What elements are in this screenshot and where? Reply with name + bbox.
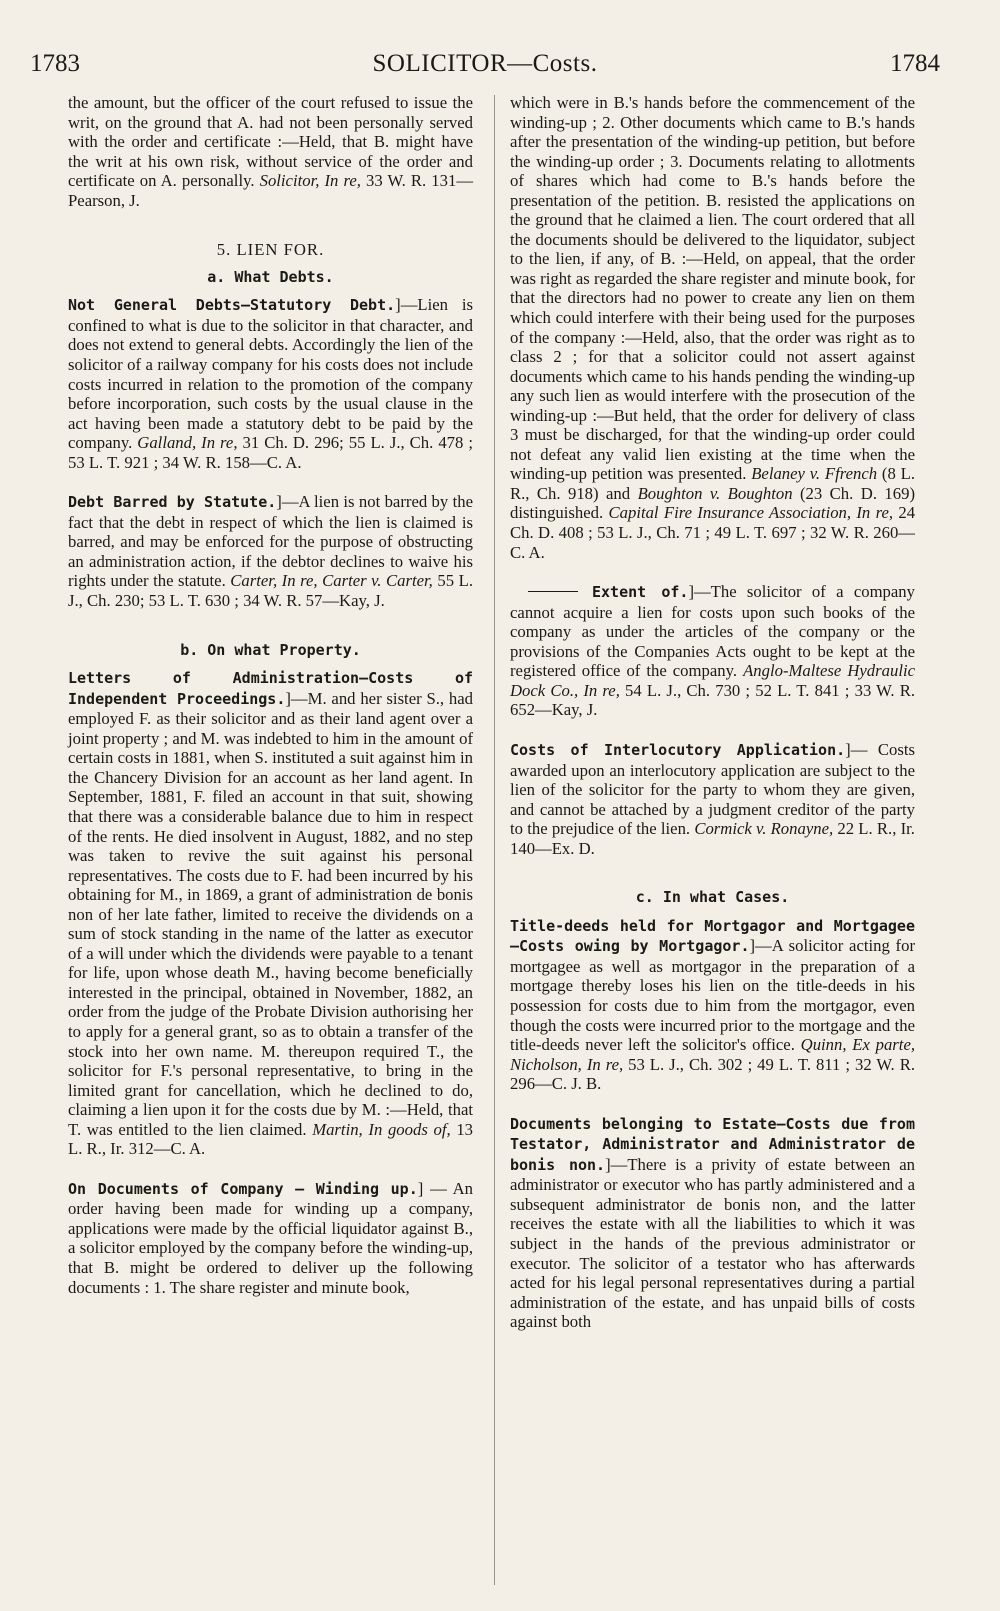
case-citation: Martin, In goods of,	[312, 1119, 451, 1139]
case-citation: Solicitor, In re,	[259, 171, 361, 191]
paragraph-text: which were in B.'s hands before the commencement of the winding-up ; 2. Other documents which came to B.'s hands after the presentation of the winding-up petition, but before the winding-up order ; 3. Documents relating to allotments of shares which had come to B.'s hands before the presentation of the petition. B. resisted the applications on the ground that he claimed a lien. The court ordered that all the documents should be delivered to the liquidator, subject to the lien, if any, of B. :—Held, on appeal, that the order was right as regarded the share register and minute book, for that the directors had no power to create any lien on them which could interfere with their being used for the purposes of the company :—Held, also, that the order was right as to class 2 ; for that a solicitor could not assert against documents which came to his hands pending the winding-up any such lien as would interfere with the prosecution of the winding-up :—But held, that the order for delivery of class 3 must be discharged, for that the winding-up order could not defeat any valid lien existing at the time when the winding-up petition was presented.	[510, 93, 915, 484]
paragraph	[510, 93, 915, 562]
paragraph	[510, 1114, 915, 1332]
paragraph	[68, 668, 473, 1159]
paragraph-text: ] — An order having been made for winding up a company, applications were made by the official liquidator against B., a solicitor employed by the company before the winding-up, that B. might be ordered to deliver up the following documents : 1. The share register and minute book,	[68, 1178, 474, 1297]
paragraph-text: ]—The solicitor of a company cannot acquire a lien for costs upon such books of the company as under the articles of the company or the provisions of the Companies Acts ought to be kept at the registered office of the company.	[510, 582, 915, 681]
paragraph	[510, 916, 915, 1094]
citation-reference: 31 Ch. D. 296; 55 L. J., Ch. 478 ; 53 L. T. 921 ; 34 W. R. 158—C. A.	[68, 433, 474, 472]
running-title: SOLICITOR—Costs.	[372, 50, 598, 77]
right-page-number: 1784	[890, 50, 940, 77]
section-heading: 5. LIEN FOR.	[216, 240, 325, 260]
paragraph-lead: Title-deeds held for Mortgagor and Mortgagee —Costs owing by Mortgagor.	[510, 916, 915, 956]
subsection-heading: a. What Debts.	[207, 267, 334, 286]
subsection-heading: c. In what Cases.	[635, 888, 790, 907]
left-page-number: 1783	[30, 50, 80, 77]
paragraph-text: ]—M. and her sister S., had employed F. as their solicitor and as their land agent over a joint property ; and M. was indebted to him in the amount of certain costs in 1881, when S. instituted a suit against him in the Chancery Division for an account as her land agent. In September, 1881, F. filed an account in that suit, showing that there was a considerable balance due to him in respect of the rents. He died insolvent in August, 1882, and no step was taken to revive the suit against his personal representatives. The costs due to F. had been incurred by his obtaining for M., in 1869, a grant of administration de bonis non of her late father, limited to receive the dividends on a sum of stock standing in the name of the latter as executor of a will under which the dividends were payable to a tenant for life, upon whose death M., having become beneficially interested in the principal, obtained in November, 1882, an order from the judge of the Probate Division authorising her to apply for a general grant, so as to obtain a transfer of the stock into her own name. M. thereupon required T., the solicitor for F.'s personal representative, to bring in the limited grant for cancellation, which he declined to do, claiming a lien upon it for the costs due by M. :—Held, that T. was entitled to the lien claimed.	[68, 688, 473, 1139]
left-column	[68, 93, 473, 1297]
citation-reference: 24 Ch. D. 408 ; 53 L. J., Ch. 71 ; 49 L. T. 697 ; 32 W. R. 260—C. A.	[510, 503, 916, 562]
citation-reference: (8 L. R., Ch. 918) and	[510, 464, 915, 503]
citation-reference: 22 L. R., Ir. 140—Ex. D.	[510, 819, 915, 858]
page-header	[30, 50, 940, 90]
right-column	[510, 93, 915, 1332]
citation-reference: 55 L. J., Ch. 230; 53 L. T. 630 ; 34 W. R. 57—Kay, J.	[68, 571, 473, 611]
paragraph-lead: Debt Barred by Statute.	[68, 493, 277, 512]
paragraph-text: ]— Costs awarded upon an interlocutory application are subject to the lien of the solicitor for the party to whom they are given, and cannot be attached by a judgment creditor of the party to the prejudice of the lien.	[510, 739, 916, 839]
case-citation: Belaney v. Ffrench	[751, 464, 878, 484]
citation-reference: (23 Ch. D. 169) distinguished.	[510, 483, 916, 523]
case-citation: Capital Fire Insurance Association, In re,	[608, 503, 894, 523]
paragraph-text: the amount, but the officer of the court refused to issue the writ, on the ground that A. had not been personally served with the order and certificate :—Held, that B. might have the writ at his own risk, without service of the order and certificate on A. personally.	[68, 93, 473, 191]
paragraph-text: ]—Lien is confined to what is due to the solicitor in that character, and does not extend to general debts. Accordingly the lien of the solicitor of a railway company for his costs does not include costs incurred in relation to the promotion of the company before incorporation, such costs by the usual clause in the act having been made a statutory debt to be paid by the company.	[68, 295, 473, 453]
case-citation: Anglo-Maltese Hydraulic Dock Co., In re,	[510, 661, 916, 700]
paragraph-lead: Letters of Administration—Costs of Independent Proceedings.	[68, 669, 473, 708]
paragraph-lead: On Documents of Company — Winding up.	[68, 1179, 418, 1198]
case-citation: Cormick v. Ronayne,	[694, 819, 834, 839]
paragraph-text: ]—A lien is not barred by the fact that the debt in respect of which the lien is claimed is barred, and may be enforced for the purpose of obstructing an administration action, if the debtor declines to waive his rights under the statute.	[68, 492, 473, 591]
citation-reference: 33 W. R. 131—Pearson, J.	[68, 171, 474, 210]
paragraph-lead: Documents belonging to Estate—Costs due from Testator, Administrator and Administrator de bonis non.	[510, 1114, 915, 1174]
column-divider	[494, 95, 495, 1585]
paragraph	[68, 1179, 473, 1297]
paragraph-text: ]—There is a privity of estate between an administrator or executor who has partly administered and a subsequent administrator de bonis non, and the latter receives the estate with all the liabilities to which it was subject in the hands of the previous administrator or executor. The solicitor of a testator who has afterwards acted for his legal personal representatives during a partial administration of the estate, and has unpaid bills of costs against both	[510, 1154, 916, 1332]
case-citation: Galland, In re,	[137, 433, 238, 453]
paragraph	[68, 492, 473, 610]
paragraph-lead: Not General Debts—Statutory Debt.	[68, 296, 396, 315]
paragraph-lead: Costs of Interlocutory Application.	[510, 740, 846, 759]
case-citation: Boughton v. Boughton	[637, 483, 793, 503]
paragraph	[510, 582, 915, 720]
citation-reference: 54 L. J., Ch. 730 ; 52 L. T. 841 ; 33 W. R. 652—Kay, J.	[510, 680, 915, 720]
case-citation: Quinn, Ex parte, Nicholson, In re,	[510, 1035, 916, 1074]
paragraph-text: ]—A solicitor acting for mortgagee as well as mortgagor in the preparation of a mortgage thereby loses his lien on the title-deeds in his possession for costs due to him from the mortgagor, even though the costs were incurred prior to the mortgage and the title-deeds never left the solicitor's office.	[510, 936, 915, 1055]
paragraph-lead: Extent of.	[592, 583, 689, 602]
repeat-dash	[528, 591, 578, 592]
citation-reference: 53 L. J., Ch. 302 ; 49 L. T. 811 ; 32 W. R. 296—C. J. B.	[510, 1054, 915, 1094]
case-citation: Carter, In re, Carter v. Carter,	[230, 571, 433, 591]
paragraph	[510, 740, 915, 858]
citation-reference: 13 L. R., Ir. 312—C. A.	[68, 1119, 473, 1159]
paragraph	[68, 93, 473, 210]
paragraph	[68, 295, 473, 472]
subsection-heading: b. On what Property.	[180, 640, 361, 659]
